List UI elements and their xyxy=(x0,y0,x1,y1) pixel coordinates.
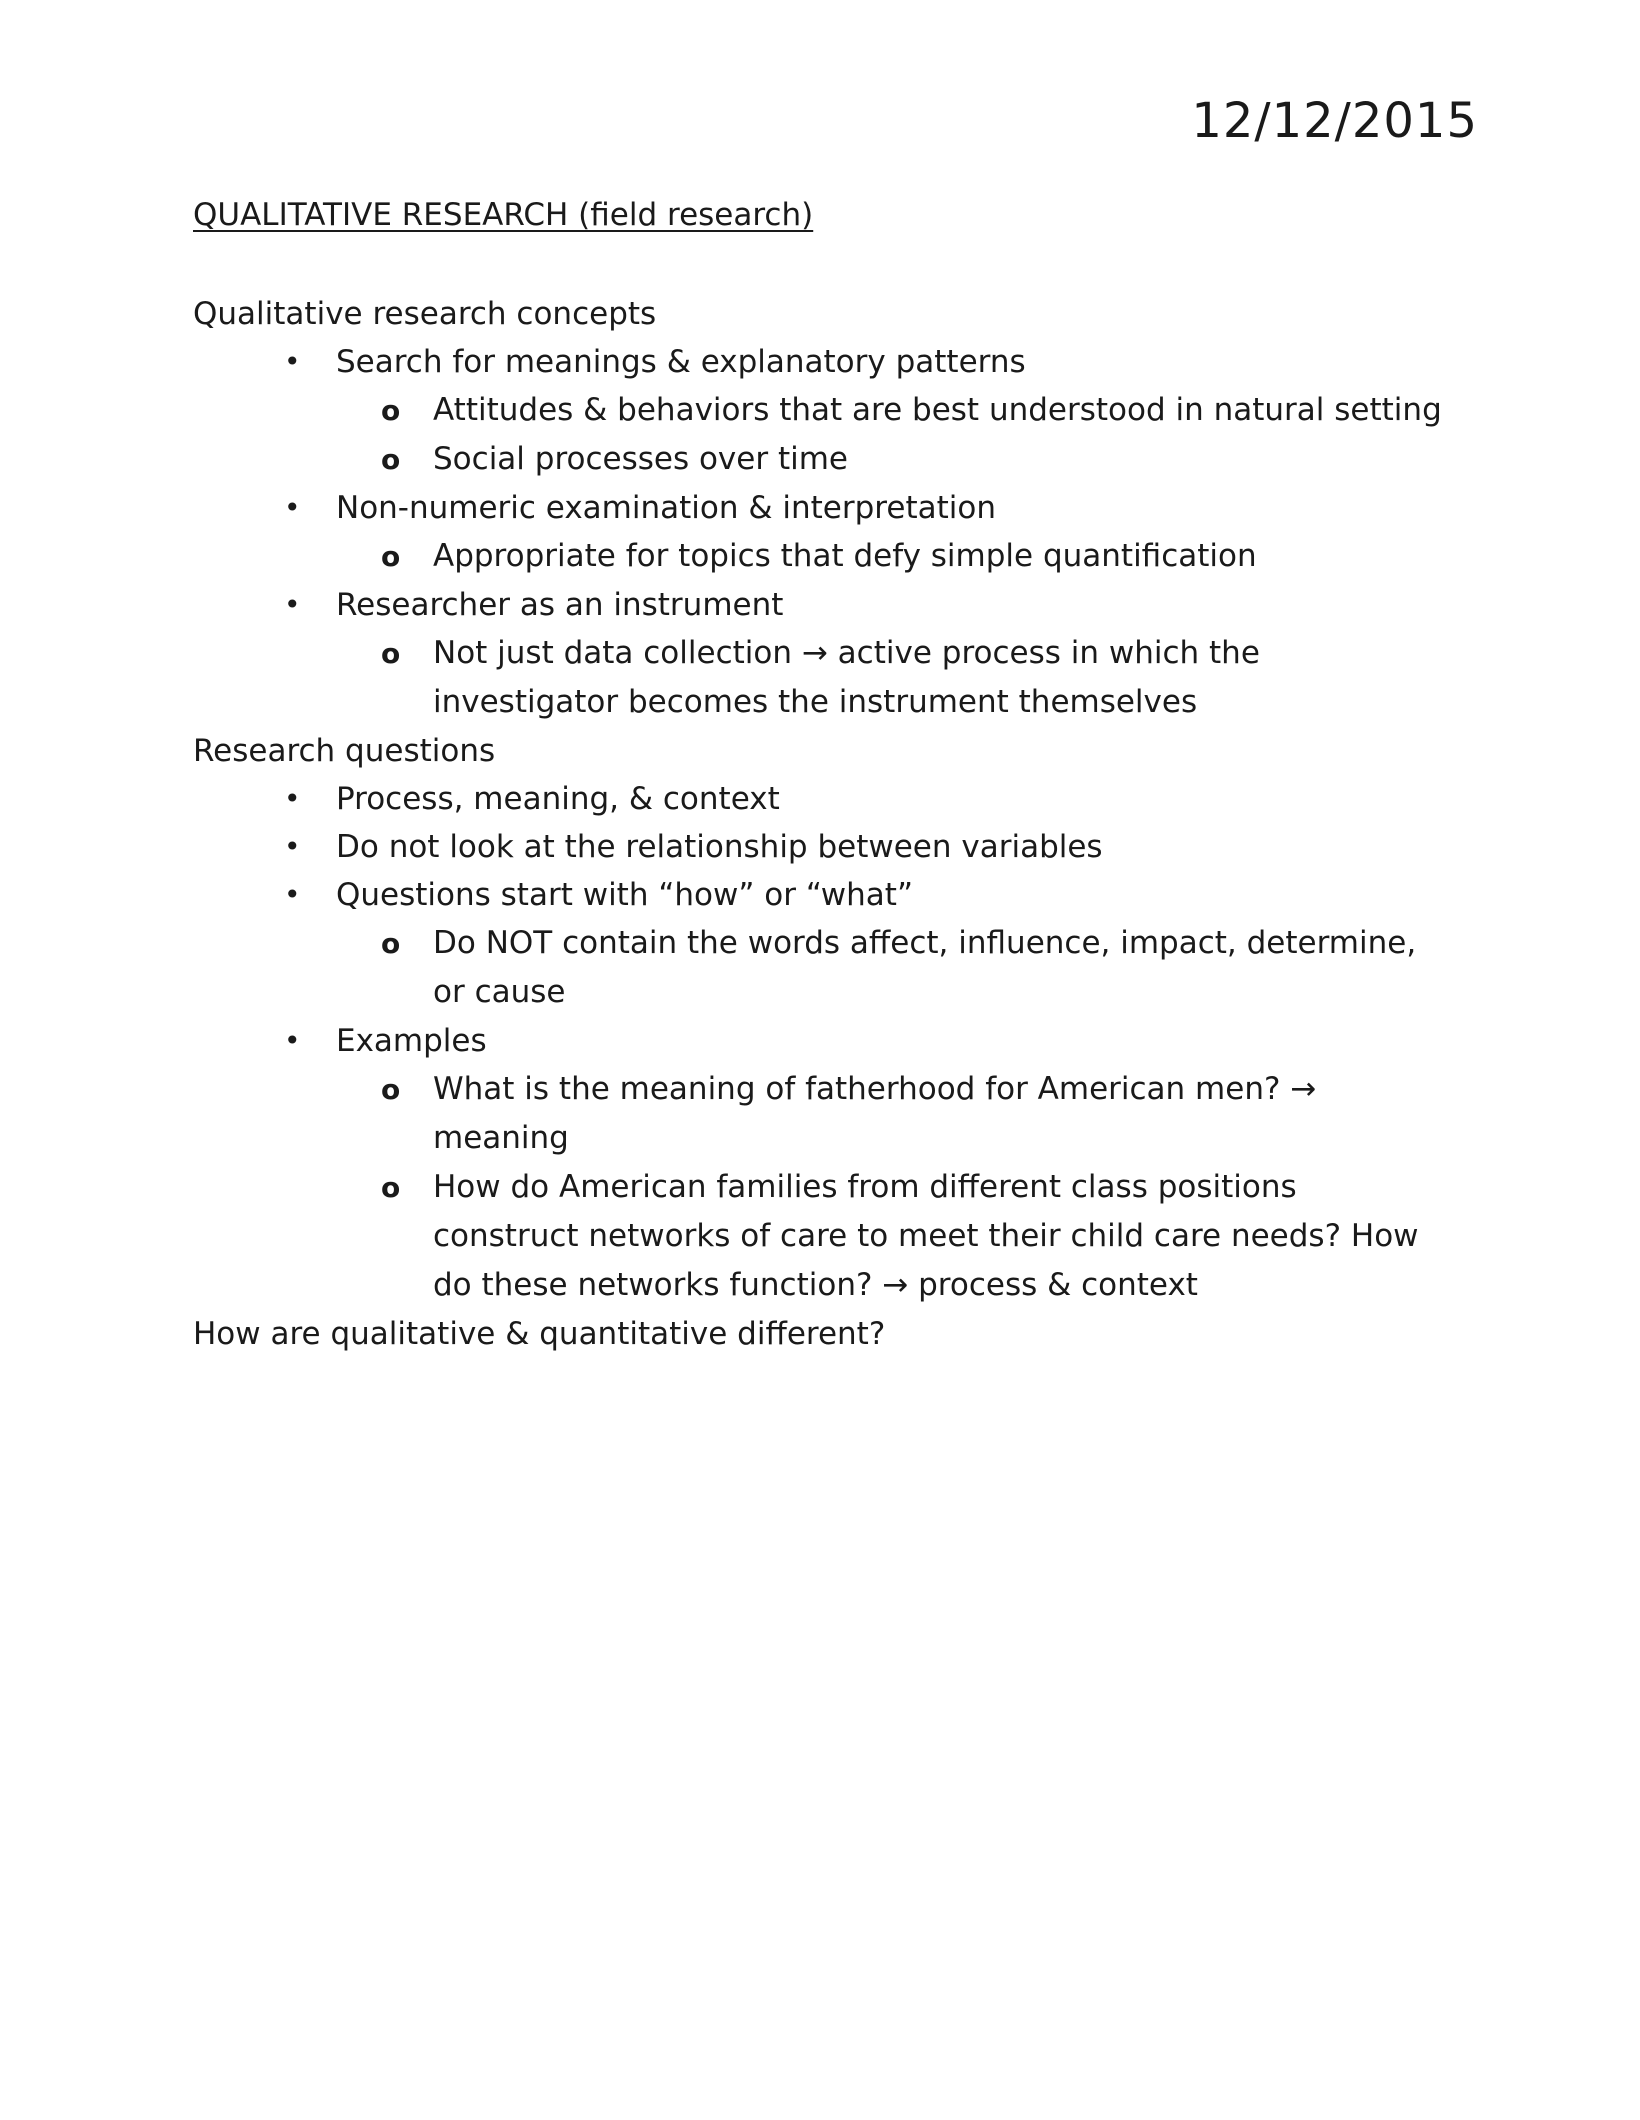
sub-bullet-item xyxy=(193,919,1443,1017)
sub-bullet-text: How do American families from different class positions construct networks of care to meet their child care needs? How do these networks function? → process & context xyxy=(433,1169,1419,1303)
sub-bullet-text: Do NOT contain the words affect, influence, impact, determine, or cause xyxy=(433,925,1417,1010)
sub-bullet-item xyxy=(193,1065,1443,1163)
sub-bullet-text: Not just data collection → active process in which the investigator becomes the instrument themselves xyxy=(433,635,1260,720)
bullet-item xyxy=(193,581,1443,629)
section-heading: Qualitative research concepts xyxy=(193,296,657,332)
bullet-item xyxy=(193,338,1443,386)
document-date: 12/12/2015 xyxy=(1191,93,1478,149)
bullet-marker: • xyxy=(284,878,301,911)
bullet-item xyxy=(193,484,1443,532)
bullet-item xyxy=(193,1017,1443,1065)
sub-bullet-item xyxy=(193,1163,1443,1310)
sub-bullet-marker: o xyxy=(381,540,401,573)
document-title: QUALITATIVE RESEARCH (field research) xyxy=(193,197,814,233)
bullet-text: Non-numeric examination & interpretation xyxy=(336,490,996,526)
bullet-marker: • xyxy=(284,588,301,621)
bullet-text: Questions start with “how” or “what” xyxy=(336,877,914,913)
sub-bullet-marker: o xyxy=(381,1171,401,1204)
bullet-item xyxy=(193,775,1443,823)
sub-bullet-marker: o xyxy=(381,394,401,427)
outline-section xyxy=(193,290,1443,727)
sub-bullet-text: Appropriate for topics that defy simple quantification xyxy=(433,538,1257,574)
bullet-text: Examples xyxy=(336,1023,487,1059)
sub-bullet-text: Social processes over time xyxy=(433,441,848,477)
bullet-marker: • xyxy=(284,830,301,863)
bullet-marker: • xyxy=(284,491,301,524)
section-heading: How are qualitative & quantitative different? xyxy=(193,1316,886,1352)
sub-bullet-marker: o xyxy=(381,1073,401,1106)
bullet-marker: • xyxy=(284,782,301,815)
bullet-item xyxy=(193,871,1443,919)
sub-bullet-item xyxy=(193,386,1443,435)
sub-bullet-text: Attitudes & behaviors that are best understood in natural setting xyxy=(433,392,1442,428)
section-heading: Research questions xyxy=(193,733,496,769)
sub-bullet-marker: o xyxy=(381,637,401,670)
sub-bullet-marker: o xyxy=(381,927,401,960)
bullet-list xyxy=(193,775,1443,1310)
sub-bullet-item xyxy=(193,532,1443,581)
bullet-marker: • xyxy=(284,1024,301,1057)
bullet-text: Researcher as an instrument xyxy=(336,587,784,623)
sub-bullet-text: What is the meaning of fatherhood for American men? → meaning xyxy=(433,1071,1317,1156)
sub-bullet-item xyxy=(193,629,1443,727)
outline-section xyxy=(193,1310,1443,1358)
bullet-text: Do not look at the relationship between variables xyxy=(336,829,1103,865)
outline-section xyxy=(193,727,1443,1310)
bullet-text: Search for meanings & explanatory patterns xyxy=(336,344,1026,380)
sub-bullet-marker: o xyxy=(381,443,401,476)
sub-bullet-item xyxy=(193,435,1443,484)
document-body xyxy=(193,290,1443,1358)
bullet-list xyxy=(193,338,1443,727)
bullet-marker: • xyxy=(284,345,301,378)
bullet-text: Process, meaning, & context xyxy=(336,781,780,817)
bullet-item xyxy=(193,823,1443,871)
